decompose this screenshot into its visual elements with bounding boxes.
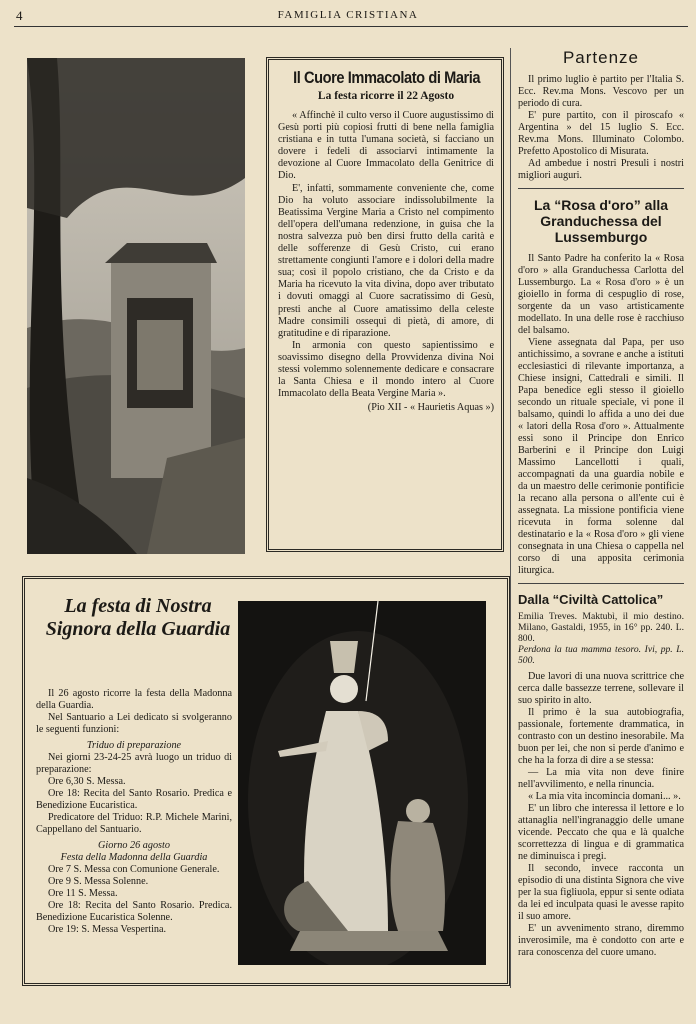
book-reference: Emilia Treves. Maktubì, il mio destino. Milano, Gastaldi, 1955, in 16° pp. 240. L. 800. xyxy=(518,611,684,644)
schedule-line: Ore 11 S. Messa. xyxy=(48,888,118,899)
partenze-paragraph: Ad ambedue i nostri Presuli i nostri migliori auguri. xyxy=(518,158,684,181)
rosa-oro-title: La “Rosa d'oro” alla Granduchessa del Lussemburgo xyxy=(533,197,669,245)
schedule-line: Ore 19: S. Messa Vespertina. xyxy=(48,924,167,935)
triduo-heading: Triduo di preparazione xyxy=(86,740,182,751)
column-divider xyxy=(510,48,511,988)
guardia-article-title: La festa di Nostra Signora della Guardia xyxy=(45,595,231,640)
partenze-paragraph: E' pure partito, con il piroscafo « Argentina » del 15 luglio S. Ecc. Rev.ma Mons. Illuminato Colombo. Prefetto Apostolico di Misurata. xyxy=(518,110,684,157)
giorno-subheading: Festa della Madonna della Guardia xyxy=(60,852,208,863)
civilta-paragraph: Due lavori di una nuova scrittrice che cerca dalle bassezze terrene, sollevare il suo spirito in alto. xyxy=(518,671,684,706)
book-reference: Perdona la tua mamma tesoro. Ivi, pp. L. 500. xyxy=(518,644,684,666)
rosa-paragraph: Viene assegnata dal Papa, per uso antichissimo, a sovrane e anche a istituti ecclesiastici di rilevante importanza, a Chiese insigni, Cattedrali e simili. Il Papa benedice egli stesso il gioiello secondo un rituale speciale, vi pone il balsamo, quindi lo affida a uno dei due « latori della Rosa d'oro ». Attualmente essi sono il Principe don Enrico Barberini e il Principe don Luigi Massimo Lancellotti i quali, accompagnati da una guardia nobile e da un maestro delle cerimonie pontificie la recano alla persona o all'ente cui è assegnata. La missione pontificia viene ricevuta in forma solenne dal destinatario e la « Rosa d'oro » gli viene consegnata in una Chiesa o cappella nel corso di una apposita cerimonia liturgica. xyxy=(518,337,684,576)
cuore-paragraph: « Affinchè il culto verso il Cuore augustissimo di Gesù porti più copiosi frutti di bene nella famiglia cristiana e in tutta l'umana società, si facciano un dovere i fedeli di associarvi intimamente la devozione al Cuore Immacolato della Genitrice di Dio. xyxy=(278,110,494,182)
schedule-line: Ore 7 S. Messa con Comunione Generale. xyxy=(48,864,220,875)
guardia-intro: Il 26 agosto ricorre la festa della Madonna della Guardia. xyxy=(36,688,232,711)
giorno-heading: Giorno 26 agosto xyxy=(98,840,170,851)
guardia-article-text xyxy=(36,688,232,936)
civilta-paragraph: E' un avvenimento strano, diremmo inverosimile, ma è condotto con arte e rara conoscenza del cuore umano. xyxy=(518,923,684,958)
cuore-paragraph: In armonia con questo sapientissimo e soavissimo disegno della Provvidenza divina Noi stessi volemmo solennemente dedicare e consacrare la Santa Chiesa e il mondo intero al Cuore Immacolato della Beata Vergine Maria ». xyxy=(278,339,494,400)
cuore-source: (Pio XII - « Haurietis Aquas ») xyxy=(367,402,494,414)
section-divider xyxy=(518,188,684,189)
rosa-paragraph: Il Santo Padre ha conferito la « Rosa d'oro » alla Granduchessa Carlotta del Lussemburgo. La « Rosa d'oro » è un gioiello in forma di cespuglio di rose, sorgente da un vaso artisticamente modellato. In una delle rose è racchiuso del balsamo. xyxy=(518,253,684,336)
schedule-line: Ore 18: Recita del Santo Rosario. Predica. Benedizione Eucaristica Solenne. xyxy=(36,900,232,923)
schedule-line: Ore 6,30 S. Messa. xyxy=(48,776,126,787)
schedule-line: Ore 18: Recita del Santo Rosario. Predica e Benedizione Eucaristica. xyxy=(36,788,232,811)
shrine-photo xyxy=(27,58,245,554)
cuore-paragraph: E', infatti, sommamente conveniente che, come Dio ha voluto associare indissolubilmente la Beatissima Vergine Maria a Cristo nel compimento dell'opera dell'umana redenzione, in guisa che la nostra salvezza può ben dirsi frutto della carità e delle sofferenze di Gesù Cristo, cui erano strettamente congiunti l'amore e i dolori della madre sua; così il popolo cristiano, che da Cristo e da Maria ha ricevuto la vita divina, dopo aver tributato i dovuti omaggi al Cuore sacratissimo di Gesù, presti anche al Cuore amatissimo della celeste Madre consimili ossequi di pietà, di amore, di gratitudine e di riparazione. xyxy=(278,182,494,339)
partenze-title: Partenze xyxy=(562,48,640,67)
statue-photo xyxy=(238,601,486,965)
cuore-immacolato-article xyxy=(266,57,504,552)
cuore-article-title: Il Cuore Immacolato di Maria xyxy=(293,68,481,87)
civilta-paragraph: — La mia vita non deve finire nell'avvilimento, e nella rinuncia. xyxy=(518,767,684,790)
guardia-intro: Nel Santuario a Lei dedicato si svolgeranno le seguenti funzioni: xyxy=(36,712,232,735)
civilta-paragraph: « La mia vita incomincia domani... ». xyxy=(528,791,681,802)
schedule-line: Ore 9 S. Messa Solenne. xyxy=(48,876,149,887)
header-rule xyxy=(14,26,688,27)
civilta-cattolica-title: Dalla “Civiltà Cattolica” xyxy=(518,592,664,607)
running-title: FAMIGLIA CRISTIANA xyxy=(277,9,419,21)
civilta-paragraph: Il primo è la sua autobiografia, passionale, fortemente drammatica, in contrasto con un destino inesorabile. Ma buon per lei, che non si perde d'animo e che ha la forza di dire a se stessa: xyxy=(518,707,684,766)
section-divider xyxy=(518,583,684,584)
civilta-paragraph: E' un libro che interessa il lettore e lo attanaglia nell'ingranaggio delle umane vicende. Peccato che qua e là qualche scorrettezza di lingua e di grammatica ne diminuisca i pregi. xyxy=(518,803,684,862)
partenze-paragraph: Il primo luglio è partito per l'Italia S. Ecc. Rev.ma Mons. Vescovo per un periodo di cura. xyxy=(518,74,684,109)
civilta-paragraph: Il secondo, invece racconta un episodio di una distinta Signora che vive per la sua figliuola, eppur si sente odiata da lei ed inculpata quasi le avesse rapito il suo amore. xyxy=(518,863,684,922)
right-column xyxy=(518,48,684,959)
page-number: 4 xyxy=(16,8,23,23)
cuore-article-subtitle: La festa ricorre il 22 Agosto xyxy=(317,90,455,102)
triduo-text: Nei giorni 23-24-25 avrà luogo un triduo di preparazione: xyxy=(36,752,232,775)
schedule-line: Predicatore del Triduo: R.P. Michele Marini, Cappellano del Santuario. xyxy=(36,812,232,835)
